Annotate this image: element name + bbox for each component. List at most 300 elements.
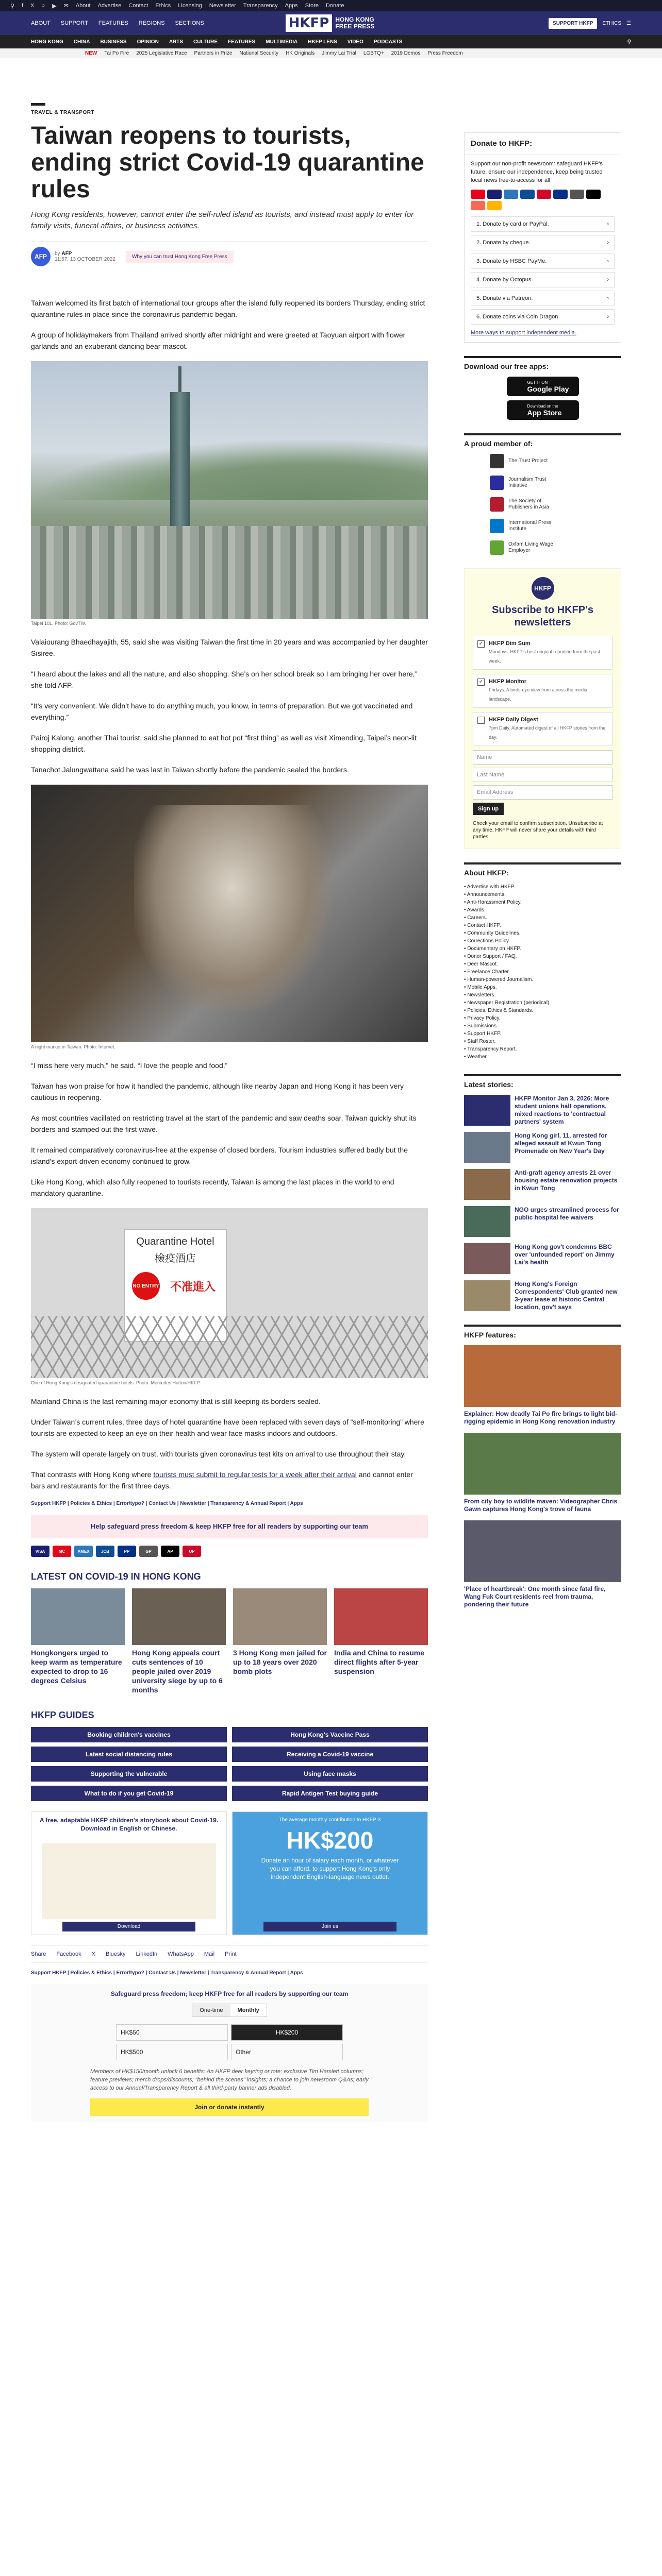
donate-option[interactable] — [471, 253, 615, 269]
jcb-icon — [520, 190, 535, 199]
story-item[interactable] — [464, 1132, 621, 1163]
option-label: 3. Donate by HSBC PayMe. — [476, 258, 547, 264]
nav-features[interactable]: FEATURES — [228, 39, 256, 45]
no-entry-icon: NO ENTRY — [132, 1272, 160, 1300]
about-link[interactable]: • Human-powered Journalism. — [464, 977, 534, 982]
related-story[interactable] — [31, 1588, 125, 1694]
about-link[interactable]: • Announcements. — [464, 892, 506, 897]
menu-sections[interactable]: SECTIONS — [175, 20, 204, 26]
article-lede: Hong Kong residents, however, cannot enter the self-ruled island as tourists, and instead must apply to enter for family visits, funeral affairs, or business activities. — [31, 210, 414, 230]
email-input[interactable]: Email Address — [473, 785, 613, 800]
site-logo[interactable] — [286, 14, 377, 32]
more-ways-link[interactable]: More ways to support independent media. — [471, 330, 576, 336]
checkbox-checked-icon[interactable]: ✓ — [477, 679, 485, 686]
share-mail[interactable]: Mail — [204, 1951, 215, 1957]
trust-link[interactable]: Why you can trust Hong Kong Free Press — [126, 251, 234, 263]
about-link[interactable]: • Deer Mascot. — [464, 961, 498, 967]
sign-text-en: Quarantine Hotel — [136, 1236, 214, 1247]
sign-text-zh: 檢疫酒店 — [155, 1253, 196, 1264]
story-thumb — [464, 1243, 510, 1274]
amount-options — [116, 2024, 343, 2060]
option-desc: 7pm Daily. Automated digest of all HKFP stories from the day. — [489, 725, 606, 740]
support-hkfp-button[interactable]: SUPPORT HKFP — [549, 18, 597, 29]
paragraph — [31, 1469, 428, 1492]
paragraph: “I miss here very much,” he said. “I love the people and food.” — [31, 1061, 228, 1070]
about-link[interactable]: • Documentary on HKFP. — [464, 946, 521, 952]
story-item[interactable] — [464, 1243, 621, 1274]
newsletter-option[interactable] — [473, 636, 613, 670]
google-play-button[interactable] — [507, 377, 579, 396]
about-link[interactable]: • Advertise with HKFP. — [464, 884, 515, 890]
contribution-promo[interactable] — [232, 1811, 428, 1935]
caption: A night market in Taiwan. Photo: Internet. — [31, 1044, 115, 1049]
feature-item[interactable] — [464, 1520, 621, 1608]
trending-bar — [0, 48, 662, 58]
util-link-store[interactable]: Store — [305, 3, 319, 9]
support-banner[interactable]: Help safeguard press freedom & keep HKFP free for all readers by supporting our team — [31, 1515, 428, 1538]
guides-heading: HKFP GUIDES — [31, 1710, 94, 1720]
donate-heading: Safeguard press freedom; keep HKFP free for all readers by supporting our team — [110, 1990, 349, 1997]
feature-title[interactable]: From city boy to wildlife maven: Videographer Chris Gawn captures Hong Kong's trove of fauna — [464, 1498, 618, 1513]
trend-lgbtq[interactable]: LGBTQ+ — [363, 50, 384, 56]
member-logo[interactable] — [464, 519, 621, 533]
jti-icon — [490, 476, 504, 490]
x-icon[interactable]: X — [30, 3, 35, 9]
paragraph: A group of holidaymakers from Thailand arrived shortly after midnight and were greeted at Taoyuan airport with flower garlands and an exuberant dancing bear mascot. — [31, 331, 406, 350]
byline-meta: by AFP 11:57, 13 OCTOBER 2022 — [55, 251, 116, 262]
util-link-newsletter[interactable]: Newsletter — [209, 3, 236, 9]
trend-hk-originals[interactable]: HK Originals — [286, 50, 315, 56]
paragraph: Under Taiwan’s current rules, three days of hotel quarantine have been replaced with seven days of “self-monitoring” where tourists are expected to keep an eye on their health and wear face masks indoors and outdoors. — [31, 1418, 424, 1437]
menu-about[interactable]: ABOUT — [31, 20, 51, 26]
member-name: The Trust Project — [508, 458, 548, 464]
option-label: 1. Donate by card or PayPal. — [476, 221, 549, 227]
nav-culture[interactable]: CULTURE — [193, 39, 218, 45]
trend-national-security[interactable]: National Security — [239, 50, 279, 56]
option-name: HKFP Daily Digest — [489, 717, 538, 723]
guide-button[interactable]: What to do if you get Covid-19 — [31, 1786, 227, 1801]
option-name: HKFP Dim Sum — [489, 640, 531, 647]
story-thumb — [334, 1588, 428, 1645]
related-story[interactable] — [233, 1588, 327, 1694]
paragraph: Taiwan has won praise for how it handled the pandemic, although like nearby Japan and Hong Kong it has been very cautious in reopening. — [31, 1082, 404, 1101]
latest-covid-grid — [31, 1588, 428, 1694]
paragraph: “I heard about the lakes and all the nature, and also shopping. She’s on her school break so I am bringing her over here,” she told AFP. — [31, 670, 418, 689]
trend-jimmy-lai[interactable]: Jimmy Lai Trial — [322, 50, 356, 56]
octopus-icon — [487, 201, 502, 210]
apps-title: Download our free apps: — [464, 356, 621, 370]
category-rule — [31, 103, 45, 106]
story-item[interactable] — [464, 1206, 621, 1237]
about-link[interactable]: • Newsletters. — [464, 992, 496, 998]
category-label[interactable]: TRAVEL & TRANSPORT — [31, 110, 95, 115]
logo-mark: HKFP — [286, 14, 333, 32]
visa-icon: VISA — [31, 1546, 49, 1557]
apple-pay-icon: AP — [161, 1546, 179, 1557]
story-thumb — [464, 1280, 510, 1311]
donate-button[interactable]: Join or donate instantly — [90, 2098, 369, 2116]
chevron-right-icon: › — [607, 240, 609, 246]
figure-quarantine-hotel — [31, 1208, 428, 1385]
tourist-tests-link[interactable]: tourists must submit to regular tests for a week after their arrival — [153, 1470, 357, 1479]
promo-amount: HK$200 — [286, 1827, 374, 1854]
nav-hong-kong[interactable]: HONG KONG — [31, 39, 63, 45]
utility-links — [76, 3, 344, 9]
one-time-tab[interactable]: One-time — [192, 2004, 230, 2016]
story-title[interactable]: 3 Hong Kong men jailed for up to 18 years over 2020 bomb plots — [233, 1649, 327, 1675]
option-desc: Mondays. HKFP's best original reporting from the past week. — [489, 649, 600, 664]
chevron-right-icon: › — [607, 221, 609, 227]
article-column — [31, 58, 428, 2132]
first-name-input[interactable]: Name — [473, 750, 613, 765]
amount-500[interactable]: HK$500 — [116, 2044, 228, 2060]
latest-covid-heading: LATEST ON COVID-19 IN HONG KONG — [31, 1571, 201, 1582]
member-logo[interactable] — [464, 476, 621, 490]
members-title: A proud member of: — [464, 433, 621, 448]
guide-button[interactable]: Rapid Antigen Test buying guide — [232, 1786, 428, 1801]
footer-links[interactable]: Support HKFP | Policies & Ethics | Error/typo? | Contact Us | Newsletter | Transparency & Annual Report | Apps — [31, 1501, 303, 1506]
paragraph: The system will operate largely on trust, with tourists given coronavirus test kits on arrival to use throughout their stay. — [31, 1450, 406, 1458]
new-badge: NEW — [85, 50, 97, 56]
nav-search-icon[interactable]: ⚲ — [627, 39, 631, 45]
donate-widget — [31, 1984, 428, 2122]
menu-regions[interactable]: REGIONS — [138, 20, 165, 26]
story-thumb — [233, 1588, 327, 1645]
member-name: International Press Institute — [508, 520, 552, 532]
badge-small: GET IT ON — [527, 380, 548, 385]
story-thumb — [31, 1588, 125, 1645]
badge-big: App Store — [527, 408, 562, 417]
guide-button[interactable]: Hong Kong's Vaccine Pass — [232, 1727, 428, 1742]
sign-up-button[interactable]: Sign up — [473, 803, 504, 815]
hamburger-icon[interactable]: ☰ — [626, 20, 632, 26]
story-thumb — [464, 1169, 510, 1200]
sopa-icon — [490, 497, 504, 512]
util-link-licensing[interactable]: Licensing — [178, 3, 202, 9]
promo-heading: A free, adaptable HKFP children's storybook about Covid-19. Download in English or Chinese. — [39, 1817, 219, 1832]
article-title: Taiwan reopens to tourists, ending strict Covid-19 quarantine rules — [31, 122, 424, 203]
gate-shutter — [31, 1316, 428, 1378]
text-run: That contrasts with Hong Kong where — [31, 1470, 154, 1479]
nav-business[interactable]: BUSINESS — [100, 39, 127, 45]
story-item[interactable] — [464, 1280, 621, 1311]
text-run: and cannot enter bars and restaurants for the first three days. — [31, 1470, 413, 1490]
features-box — [464, 1325, 621, 1608]
guides-grid — [31, 1727, 428, 1801]
ipi-icon — [490, 519, 504, 533]
nav-china[interactable]: CHINA — [73, 39, 90, 45]
story-thumb — [464, 1132, 510, 1163]
nav-hkfp-lens[interactable]: HKFP LENS — [308, 39, 337, 45]
instagram-icon[interactable]: ○ — [41, 3, 45, 9]
guide-button[interactable]: Booking children's vaccines — [31, 1727, 227, 1742]
option-desc: Fridays. A birds-eye view from across the media landscape. — [489, 687, 588, 702]
publish-date: 11:57, 13 OCTOBER 2022 — [55, 257, 116, 262]
amex-icon: AMEX — [74, 1546, 93, 1557]
caption: One of Hong Kong’s designated quarantine hotels. Photo: Mercedes Hutton/HKFP. — [31, 1380, 201, 1385]
about-link[interactable]: • Contact HKFP. — [464, 923, 501, 928]
google-pay-icon — [570, 190, 584, 199]
member-logo[interactable] — [464, 540, 621, 555]
paragraph: Taiwan welcomed its first batch of international tour groups after the island fully reopened its borders Thursday, ending strict quarantine rules in place since the coronavirus pandemic began. — [31, 299, 425, 318]
logo-wordmark: HONG KONG FREE PRESS — [335, 16, 375, 30]
feature-image — [464, 1433, 621, 1495]
night-market-photo[interactable] — [31, 785, 428, 1042]
google-pay-icon: GP — [139, 1546, 158, 1557]
mastercard-icon — [471, 190, 485, 199]
chevron-right-icon: › — [607, 277, 609, 283]
apple-pay-icon — [586, 190, 601, 199]
menu-support[interactable]: SUPPORT — [60, 20, 88, 26]
author-avatar[interactable]: AFP — [31, 247, 51, 266]
payment-methods — [31, 1546, 428, 1557]
main-nav — [0, 35, 662, 48]
about-link[interactable]: • Weather. — [464, 1054, 488, 1060]
donate-option[interactable] — [471, 272, 615, 287]
about-link[interactable]: • Freelance Charter. — [464, 969, 510, 975]
option-label: 2. Donate by cheque. — [476, 240, 531, 246]
about-link[interactable]: • Careers. — [464, 915, 487, 921]
sidebar-payment-icons — [471, 190, 615, 210]
feature-item[interactable] — [464, 1345, 621, 1426]
badge-small: Download on the — [527, 403, 558, 409]
author-name[interactable]: AFP — [61, 251, 72, 257]
monthly-tab[interactable]: Monthly — [230, 2004, 267, 2016]
story-title[interactable]: Hong Kong's Foreign Correspondents' Club granted new 3-year lease at historic Central location, gov't says — [515, 1280, 618, 1311]
util-link-about[interactable]: About — [75, 3, 91, 9]
util-link-advertise[interactable]: Advertise — [97, 3, 122, 9]
about-link[interactable]: • Mobile Apps. — [464, 985, 497, 990]
member-name: Journalism Trust Initiative — [508, 477, 547, 488]
story-title[interactable]: Hongkongers urged to keep warm as temperature expected to drop to 16 degrees Celsius — [31, 1649, 122, 1685]
nav-video[interactable]: VIDEO — [347, 39, 363, 45]
util-link-apps[interactable]: Apps — [285, 3, 298, 9]
quarantine-hotel-photo[interactable] — [31, 1208, 428, 1378]
about-link[interactable]: • Privacy Policy. — [464, 1015, 501, 1021]
youtube-icon[interactable]: ▶ — [52, 3, 57, 9]
nav-opinion[interactable]: OPINION — [137, 39, 159, 45]
frequency-toggle — [192, 2004, 267, 2017]
storybook-image — [42, 1843, 216, 1919]
about-link[interactable]: • Policies, Ethics & Standards. — [464, 1008, 534, 1013]
donate-option[interactable] — [471, 235, 615, 250]
jcb-icon: JCB — [96, 1546, 114, 1557]
chevron-right-icon: › — [607, 258, 609, 264]
feature-image — [464, 1345, 621, 1407]
footer-links-2[interactable]: Support HKFP | Policies & Ethics | Error/typo? | Contact Us | Newsletter | Transparency & Annual Report | Apps — [31, 1970, 303, 1976]
guide-button[interactable]: Receiving a Covid-19 vaccine — [232, 1747, 428, 1762]
figure-taipei-101 — [31, 361, 428, 626]
checkbox-checked-icon[interactable]: ✓ — [477, 640, 485, 648]
util-link-ethics[interactable]: Ethics — [155, 3, 171, 9]
donate-title: Donate to HKFP: — [465, 133, 621, 155]
share-x[interactable]: X — [91, 1951, 96, 1957]
about-link[interactable]: • Transparency Report. — [464, 1046, 517, 1052]
trend-partners[interactable]: Partners in Prize — [194, 50, 233, 56]
paragraph: As most countries vacillated on restricting travel at the start of the pandemic and saw deaths soar, Taiwan quickly shut its borders and stamped out the first wave. — [31, 1114, 417, 1133]
story-title[interactable]: Hong Kong appeals court cuts sentences of 10 people jailed over 2019 university siege by up to 6 months — [132, 1649, 223, 1694]
feature-title[interactable]: 'Place of heartbreak': One month since fatal fire, Wang Fuk Court residents reel from trauma, pondering their future — [464, 1585, 606, 1608]
story-thumb — [464, 1206, 510, 1237]
caption: Taipei 101. Photo: GovTW. — [31, 621, 87, 626]
mastercard-icon: MC — [53, 1546, 71, 1557]
util-link-transparency[interactable]: Transparency — [243, 3, 278, 9]
members-box — [464, 433, 621, 555]
member-logo[interactable] — [464, 454, 621, 468]
newsletter-signup — [464, 568, 621, 849]
chevron-right-icon: › — [607, 295, 609, 301]
visa-icon — [487, 190, 502, 199]
paragraph: Like Hong Kong, which also fully reopened to tourists recently, Taiwan is among the last places in the world to end mandatory quarantine. — [31, 1178, 394, 1197]
about-link[interactable]: • Corrections Policy. — [464, 938, 510, 944]
related-story[interactable] — [132, 1588, 226, 1694]
nav-multimedia[interactable]: MULTIMEDIA — [266, 39, 298, 45]
masthead — [0, 11, 662, 35]
amount-200[interactable]: HK$200 — [231, 2024, 343, 2041]
promo-heading: The average monthly contribution to HKFP is — [278, 1817, 382, 1823]
unionpay-icon — [537, 190, 551, 199]
utility-bar — [0, 0, 662, 11]
trend-2019-demos[interactable]: 2019 Demos — [391, 50, 421, 56]
feature-title[interactable]: Explainer: How deadly Tai Po fire brings to light bid-rigging epidemic in Hong Kong renovation industry — [464, 1410, 618, 1425]
donate-option[interactable] — [471, 216, 615, 232]
newsletter-logo: HKFP — [532, 577, 554, 600]
story-title[interactable]: Hong Kong gov't condemns BBC over 'unfounded report' on Jimmy Lai's health — [515, 1243, 615, 1266]
facebook-icon[interactable]: f — [22, 3, 24, 9]
share-facebook[interactable]: Facebook — [56, 1951, 81, 1957]
trend-tai-po-fire[interactable]: Tai Po Fire — [104, 50, 129, 56]
nav-podcasts[interactable]: PODCASTS — [373, 39, 403, 45]
trend-legco[interactable]: 2025 Legislative Race — [136, 50, 187, 56]
amex-icon — [504, 190, 518, 199]
oxfam-icon — [490, 540, 504, 555]
member-benefits: Members of HK$150/month unlock 6 benefits: An HKFP deer keyring or tote; exclusive Tim Hamlett columns; feature previews; merch drops/discounts; "behind the scenes" insights; a chance to join newsroom Q&As; early access to our Annual/Transparency Report & all third-party banner ads disabled. — [90, 2069, 369, 2091]
apps-box — [464, 356, 621, 420]
member-logo[interactable] — [464, 497, 621, 512]
about-title: About HKFP: — [464, 862, 621, 877]
unionpay-icon: UP — [183, 1546, 201, 1557]
newsletter-option[interactable] — [473, 674, 613, 708]
util-link-donate[interactable]: Donate — [325, 3, 344, 9]
newsletter-note: Check your email to confirm subscription. Unsubscribe at any time. HKFP will never share your details with third parties. — [473, 821, 603, 840]
story-title[interactable]: NGO urges streamlined process for public hospital fee waivers — [515, 1206, 619, 1221]
about-link[interactable]: • Newspaper Registration (periodical). — [464, 1000, 551, 1006]
sign-warning: 不准進入 — [170, 1280, 216, 1293]
about-link[interactable]: • Awards. — [464, 907, 486, 913]
join-button[interactable]: Join us — [263, 1922, 396, 1931]
paragraph: Valaiourang Bhaedhayajith, 55, said she was visiting Taiwan the first time in 20 years and was accompanied by her daughter Sisiree. — [31, 638, 428, 657]
taipei-101-photo[interactable] — [31, 361, 428, 619]
promo-row — [31, 1811, 428, 1935]
paragraph: “It’s very convenient. We didn’t have to do anything much, you know, in terms of preparation. But we got vaccinated and everything.” — [31, 702, 413, 721]
paragraph: It remained comparatively coronavirus-free at the expense of closed borders. Tourism industries suffered badly but the island’s export-driven economy continued to grow. — [31, 1146, 408, 1165]
menu-features[interactable]: FEATURES — [98, 20, 128, 26]
share-linkedin[interactable]: LinkedIn — [136, 1951, 158, 1957]
story-title[interactable]: India and China to resume direct flights after 5-year suspension — [334, 1649, 425, 1675]
features-title: HKFP features: — [464, 1325, 621, 1339]
about-link[interactable]: • Donor Support / FAQ. — [464, 954, 517, 959]
patreon-icon — [471, 201, 485, 210]
feature-item[interactable] — [464, 1433, 621, 1513]
story-title[interactable]: Hong Kong girl, 11, arrested for alleged assault at Kwun Tong Promenade on New Year's Day — [515, 1132, 607, 1155]
donate-intro[interactable]: Support our non-profit newsroom: safeguard HKFP's future, ensure our independence, keep being trusted local news free-to-access for all. — [471, 161, 603, 183]
guide-button[interactable]: Supporting the vulnerable — [31, 1766, 227, 1782]
masthead-menu — [31, 20, 286, 26]
feature-image — [464, 1520, 621, 1582]
option-label: 5. Donate via Patreon. — [476, 295, 533, 301]
badge-big: Google Play — [527, 384, 569, 393]
ethics-link[interactable]: ETHICS — [602, 20, 622, 26]
share-whatsapp[interactable]: WhatsApp — [168, 1951, 194, 1957]
nav-arts[interactable]: ARTS — [169, 39, 184, 45]
amount-50[interactable]: HK$50 — [116, 2024, 228, 2041]
about-link[interactable]: • Community Guidelines. — [464, 930, 521, 936]
storybook-promo[interactable] — [31, 1811, 227, 1935]
util-link-contact[interactable]: Contact — [128, 3, 148, 9]
article-category[interactable] — [31, 103, 428, 115]
related-story[interactable] — [334, 1588, 428, 1694]
about-links — [464, 883, 621, 1061]
chevron-right-icon: › — [607, 314, 609, 320]
trust-project-icon — [490, 454, 504, 468]
paragraph: Pairoj Kalong, another Thai tourist, said she planned to eat hot pot “first thing” as well as visit Ximending, Taipei’s neon-lit shopping district. — [31, 734, 417, 753]
paypal-icon — [553, 190, 568, 199]
trend-press-freedom[interactable]: Press Freedom — [427, 50, 463, 56]
checkbox-icon[interactable] — [477, 717, 485, 724]
byline — [31, 241, 428, 266]
about-box — [464, 862, 621, 1061]
guide-button[interactable]: Latest social distancing rules — [31, 1747, 227, 1762]
share-bluesky[interactable]: Bluesky — [106, 1951, 126, 1957]
paragraph: Tanachot Jalungwattana said he was last in Taiwan shortly before the pandemic sealed the borders. — [31, 766, 349, 774]
donate-option[interactable] — [471, 291, 615, 306]
search-icon[interactable]: ⚲ — [10, 3, 15, 9]
promo-text: Donate an hour of salary each month, or whatever you can afford, to support Hong Kong's only independent English-language news outlet. — [261, 1857, 399, 1880]
member-name: The Society of Publishers in Asia — [508, 498, 549, 510]
share-label: Share — [31, 1951, 46, 1957]
share-bar — [31, 1945, 428, 1963]
latest-title: Latest stories: — [464, 1074, 621, 1089]
about-link[interactable]: • Support HKFP. — [464, 1031, 502, 1037]
story-item[interactable] — [464, 1095, 621, 1126]
download-button[interactable]: Download — [62, 1922, 195, 1931]
paypal-icon: PP — [118, 1546, 136, 1557]
story-title[interactable]: HKFP Monitor Jan 3, 2026: More student unions halt operations, mixed reactions to 'contractual partners' system — [515, 1095, 609, 1125]
about-link[interactable]: • Staff Roster. — [464, 1039, 496, 1044]
app-store-button[interactable] — [507, 400, 579, 420]
option-label: 6. Donate coins via Coin Dragon. — [476, 314, 560, 320]
amount-other[interactable]: Other — [231, 2044, 343, 2060]
last-name-input[interactable]: Last Name — [473, 768, 613, 782]
mail-icon[interactable]: ✉ — [63, 3, 69, 9]
story-item[interactable] — [464, 1169, 621, 1200]
story-thumb — [132, 1588, 226, 1645]
share-print[interactable]: Print — [225, 1951, 237, 1957]
figure-night-market — [31, 785, 428, 1049]
newsletter-option[interactable] — [473, 712, 613, 746]
member-name: Oxfam Living Wage Employer — [508, 541, 553, 553]
story-title[interactable]: Anti-graft agency arrests 21 over housing estate renovation projects in Kwun Tong — [515, 1169, 618, 1192]
paragraph: Mainland China is the last remaining major economy that is still keeping its borders sealed. — [31, 1397, 321, 1405]
story-thumb — [464, 1095, 510, 1126]
latest-stories-box — [464, 1074, 621, 1311]
guide-button[interactable]: Using face masks — [232, 1766, 428, 1782]
donate-option[interactable] — [471, 309, 615, 325]
newsletter-title: Subscribe to HKFP's newsletters — [491, 604, 593, 628]
sidebar — [464, 58, 621, 2132]
about-link[interactable]: • Submissions. — [464, 1023, 498, 1029]
about-link[interactable]: • Anti-Harassment Policy. — [464, 900, 522, 905]
